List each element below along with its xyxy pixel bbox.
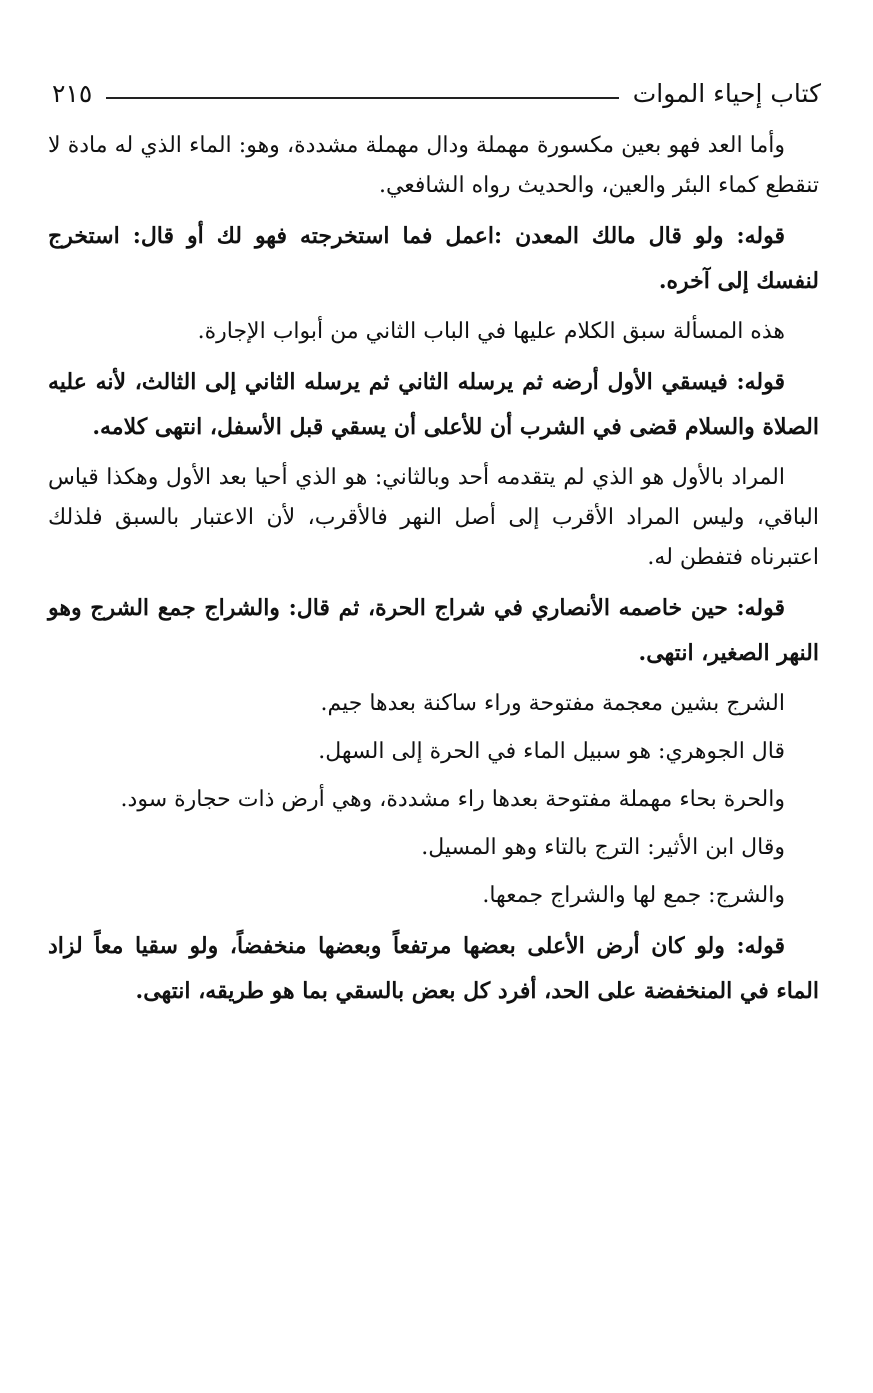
paragraph-quote: قوله: ولو قال مالك المعدن :اعمل فما استخرجته فهو لك أو قال: استخرج لنفسك إلى آخره. bbox=[48, 223, 819, 294]
paragraph-note: قال الجوهري: هو سبيل الماء في الحرة إلى السهل. bbox=[318, 739, 785, 764]
paragraph-quote: قوله: ولو كان أرض الأعلى بعضها مرتفعاً وبعضها منخفضاً، ولو سقيا معاً لزاد الماء في المنخفضة على الحد، أفرد كل بعض بالسقي بما هو طريقه، انتهى. bbox=[48, 933, 819, 1004]
header-rule bbox=[106, 97, 618, 99]
page-number: ٢١٥ bbox=[52, 78, 93, 108]
paragraph-note: وقال ابن الأثير: الترج بالتاء وهو المسيل. bbox=[421, 835, 785, 860]
paragraph-note: والشرج: جمع لها والشراج جمعها. bbox=[482, 883, 785, 908]
page-body bbox=[48, 126, 819, 1022]
paragraph-quote: قوله: فيسقي الأول أرضه ثم يرسله الثاني ثم يرسله الثاني إلى الثالث، لأنه عليه الصلاة والسلام قضى في الشرب أن للأعلى أن يسقي قبل الأسفل، انتهى كلامه. bbox=[48, 369, 819, 440]
paragraph-note: وأما العد فهو بعين مكسورة مهملة ودال مهملة مشددة، وهو: الماء الذي له مادة لا تنقطع كماء البئر والعين، والحديث رواه الشافعي. bbox=[48, 133, 819, 198]
paragraph-note: المراد بالأول هو الذي لم يتقدمه أحد وبالثاني: هو الذي أحيا بعد الأول وهكذا قياس الباقي، وليس المراد الأقرب إلى أصل النهر فالأقرب، لأن الاعتبار بالسبق فلذلك اعتبرناه فتفطن له. bbox=[48, 465, 819, 570]
paragraph-quote: قوله: حين خاصمه الأنصاري في شراج الحرة، ثم قال: والشراج جمع الشرج وهو النهر الصغير، انتهى. bbox=[48, 595, 819, 666]
paragraph-note: والحرة بحاء مهملة مفتوحة بعدها راء مشددة، وهي أرض ذات حجارة سود. bbox=[120, 787, 785, 812]
page-header bbox=[52, 68, 821, 118]
running-title: كتاب إحياء الموات bbox=[632, 78, 821, 108]
paragraph-note: هذه المسألة سبق الكلام عليها في الباب الثاني من أبواب الإجارة. bbox=[197, 319, 785, 344]
paragraph-note: الشرج بشين معجمة مفتوحة وراء ساكنة بعدها جيم. bbox=[320, 691, 785, 716]
